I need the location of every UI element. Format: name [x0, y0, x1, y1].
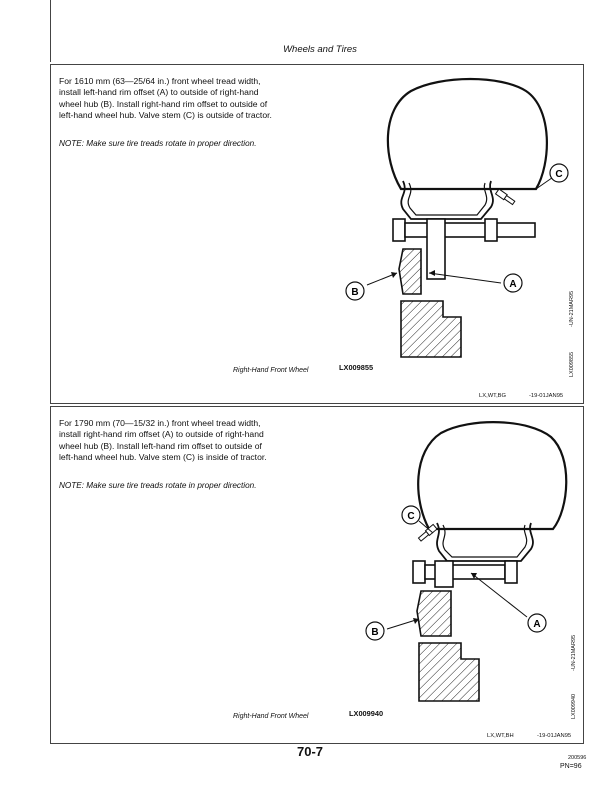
bolt-head-left: [413, 561, 425, 583]
wheel-diagram-1: [331, 69, 571, 379]
footer-code: LX,WT,BG: [479, 393, 507, 399]
body-line: install right-hand rim offset (A) to outside of right-hand: [59, 429, 264, 440]
bolt-head-left: [393, 219, 405, 241]
body-line: left-hand wheel hub. Valve stem (C) is outside of tractor.: [59, 110, 272, 121]
body-line: wheel hub (B). Install left-hand rim offset to outside of: [59, 440, 262, 451]
label-a: A: [509, 279, 517, 290]
instruction-section-1: [50, 64, 584, 404]
side-date: -UN-21MAR95: [569, 290, 575, 327]
section-2-body: [59, 418, 349, 464]
rim-offset: [427, 219, 445, 279]
side-date: -UN-21MAR95: [571, 634, 577, 671]
label-c: C: [555, 169, 563, 180]
rim-offset: [435, 561, 453, 587]
footer-date: -19-01JAN95: [537, 733, 572, 739]
bolt-shaft: [405, 223, 535, 237]
label-b: B: [351, 287, 359, 298]
tire-outline: [418, 422, 566, 529]
instruction-section-2: [50, 406, 584, 744]
hub-upper: [417, 591, 451, 636]
tire-outline: [388, 79, 547, 189]
label-c: C: [407, 511, 415, 522]
figure-caption: Right-Hand Front Wheel: [233, 367, 309, 374]
section-2-note: NOTE: Make sure tire treads rotate in proper direction.: [59, 481, 257, 490]
valve-stem: [496, 189, 516, 205]
hub-lower: [401, 301, 461, 357]
margin-line-top: [50, 0, 51, 62]
page-header-title: Wheels and Tires: [283, 44, 357, 55]
body-line: For 1610 mm (63—25/64 in.) front wheel tread width,: [59, 76, 261, 86]
wheel-diagram-2: [341, 411, 581, 721]
pn-code: PN=96: [560, 763, 582, 770]
hub-lower: [419, 643, 479, 701]
bolt-nut-right: [505, 561, 517, 583]
body-line: install left-hand rim offset (A) to outside of right-hand: [59, 87, 259, 98]
footer-date: -19-01JAN95: [529, 393, 564, 399]
hub-upper: [399, 249, 421, 294]
figure-id: LX009855: [339, 363, 374, 372]
side-code: LX009855: [569, 351, 575, 377]
body-line: wheel hub (B). Install right-hand rim offset to outside of: [59, 98, 268, 109]
body-line: For 1790 mm (70—15/32 in.) front wheel tread width,: [59, 418, 261, 428]
label-a: A: [533, 619, 541, 630]
side-code: LX009940: [571, 693, 577, 719]
label-b: B: [371, 627, 379, 638]
page-number: 70-7: [296, 744, 324, 759]
figure-id: LX009940: [349, 709, 384, 718]
section-1-body: [59, 76, 349, 122]
body-line: left-hand wheel hub. Valve stem (C) is inside of tractor.: [59, 452, 267, 463]
bolt-nut-right: [485, 219, 497, 241]
date-code: 200596: [568, 755, 587, 761]
section-1-note: NOTE: Make sure tire treads rotate in proper direction.: [59, 139, 257, 148]
footer-code: LX,WT,BH: [487, 733, 514, 739]
figure-caption: Right-Hand Front Wheel: [233, 713, 309, 720]
